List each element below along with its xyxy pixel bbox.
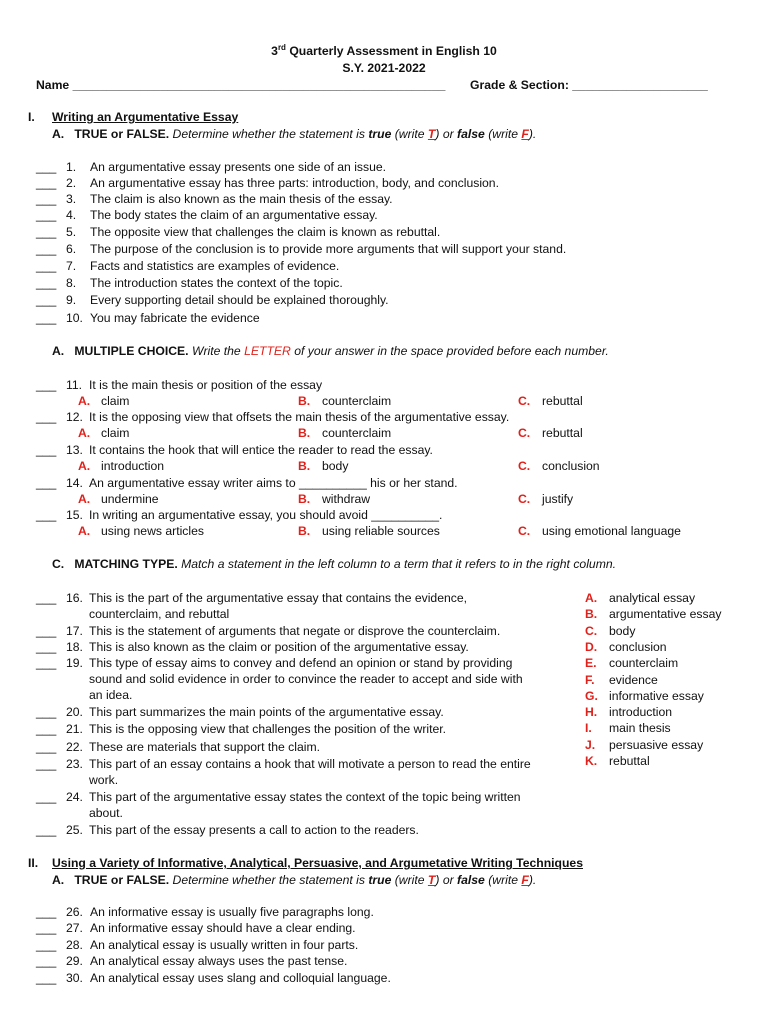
choice-text[interactable]: introduction xyxy=(101,459,165,473)
item-number: 1. xyxy=(66,160,77,174)
answer-blank[interactable]: ___ xyxy=(36,823,57,837)
choice-text[interactable]: body xyxy=(322,459,349,473)
item-text: This part summarizes the main points of the argumentative essay. xyxy=(89,705,444,719)
item-text: work. xyxy=(89,773,119,787)
answer-blank[interactable]: ___ xyxy=(36,921,57,935)
item-number: 30. xyxy=(66,971,83,985)
item-text: An analytical essay uses slang and colloquial language. xyxy=(90,971,391,985)
choice-letter[interactable]: B. xyxy=(298,394,311,408)
choice-letter[interactable]: B. xyxy=(298,426,311,440)
answer-blank[interactable]: ___ xyxy=(36,757,57,771)
answer-blank[interactable]: ___ xyxy=(36,276,57,290)
item-text: Facts and statistics are examples of evidence. xyxy=(90,259,340,273)
term-letter: G. xyxy=(585,688,598,703)
part-label: MULTIPLE CHOICE. xyxy=(74,344,189,358)
instr-text: (write xyxy=(484,873,522,887)
instr-text: ). xyxy=(528,873,537,887)
item-number: 16. xyxy=(66,591,83,605)
true-word: true xyxy=(368,873,392,887)
choice-text[interactable]: rebuttal xyxy=(542,394,583,408)
choice-letter[interactable]: A. xyxy=(78,394,91,408)
section-2-title: Using a Variety of Informative, Analytical, Persuasive, and Argumetative Writing Techniques xyxy=(52,856,583,870)
item-text: Every supporting detail should be explained thoroughly. xyxy=(90,293,389,307)
section-1-part-c-instructions xyxy=(52,556,616,572)
answer-blank[interactable]: ___ xyxy=(36,225,57,239)
answer-blank[interactable]: ___ xyxy=(36,790,57,804)
term-text: conclusion xyxy=(609,639,667,654)
item-text: This type of essay aims to convey and defend an opinion or stand by providing xyxy=(89,656,513,670)
answer-blank[interactable]: ___ xyxy=(36,591,57,605)
item-text: The body states the claim of an argumentative essay. xyxy=(90,208,378,222)
item-text: It is the opposing view that offsets the main thesis of the argumentative essay. xyxy=(89,410,510,424)
grade-section-field[interactable]: Grade & Section: ____________________ xyxy=(470,78,708,92)
item-text: sound and solid evidence in order to convince the reader to accept and side with xyxy=(89,672,523,686)
choice-letter[interactable]: B. xyxy=(298,524,311,538)
false-mark: F xyxy=(521,127,529,141)
term-letter: K. xyxy=(585,754,598,768)
item-text: This part of the argumentative essay states the context of the topic being written xyxy=(89,790,521,804)
term-letter: F. xyxy=(585,672,595,687)
term-text: informative essay xyxy=(609,688,704,703)
choice-letter[interactable]: A. xyxy=(78,492,91,506)
choice-text[interactable]: claim xyxy=(101,426,130,440)
part-letter: A. xyxy=(52,873,65,887)
item-text: This part of the essay presents a call to action to the readers. xyxy=(89,823,419,837)
title-ordinal-suffix: rd xyxy=(277,42,286,52)
answer-blank[interactable]: ___ xyxy=(36,624,57,638)
item-text: An argumentative essay has three parts: introduction, body, and conclusion. xyxy=(90,176,499,190)
answer-blank[interactable]: ___ xyxy=(36,508,57,522)
false-word: false xyxy=(457,873,485,887)
answer-blank[interactable]: ___ xyxy=(36,176,57,190)
page-title xyxy=(0,43,768,59)
item-number: 21. xyxy=(66,722,83,736)
answer-blank[interactable]: ___ xyxy=(36,938,57,952)
item-number: 19. xyxy=(66,656,83,670)
item-number: 5. xyxy=(66,225,77,239)
part-label: TRUE or FALSE. xyxy=(74,873,170,887)
term-letter: B. xyxy=(585,607,598,622)
item-number: 8. xyxy=(66,276,77,290)
item-number: 6. xyxy=(66,242,77,256)
term-letter: I. xyxy=(585,721,592,736)
answer-blank[interactable]: ___ xyxy=(36,740,57,754)
true-mark: T xyxy=(427,127,436,141)
item-text: It contains the hook that will entice the reader to read the essay. xyxy=(89,443,433,457)
instr-text: ) or xyxy=(435,873,458,887)
answer-blank[interactable]: ___ xyxy=(36,443,57,457)
item-number: 24. xyxy=(66,790,83,804)
instr-text: (write xyxy=(484,127,522,141)
instr-text: Match a statement in the left column to a term that it refers to in the right column. xyxy=(177,557,617,571)
choice-text[interactable]: conclusion xyxy=(542,459,600,473)
term-text: evidence xyxy=(609,672,658,687)
instr-text: ) or xyxy=(435,127,458,141)
section-2-part-a-instructions xyxy=(52,872,536,888)
choice-text[interactable]: withdraw xyxy=(322,492,371,506)
item-number: 13. xyxy=(66,443,83,457)
item-text: The claim is also known as the main thesis of the essay. xyxy=(90,192,393,206)
item-number: 17. xyxy=(66,624,83,638)
part-letter: C. xyxy=(52,557,65,571)
term-letter: E. xyxy=(585,656,597,671)
answer-blank[interactable]: ___ xyxy=(36,905,57,919)
choice-letter[interactable]: B. xyxy=(298,459,311,473)
section-1-part-b-instructions xyxy=(52,343,609,359)
item-text: This part of an essay contains a hook that will motivate a person to read the entire xyxy=(89,757,531,771)
item-text: You may fabricate the evidence xyxy=(90,311,260,325)
answer-blank[interactable]: ___ xyxy=(36,378,57,392)
part-letter: A. xyxy=(52,344,65,358)
answer-blank[interactable]: ___ xyxy=(36,242,57,256)
choice-text[interactable]: using news articles xyxy=(101,524,204,538)
item-number: 23. xyxy=(66,757,83,771)
item-number: 4. xyxy=(66,208,77,222)
term-text: body xyxy=(609,623,636,638)
choice-text[interactable]: counterclaim xyxy=(322,426,392,440)
instr-text: (write xyxy=(391,127,428,141)
section-1-title: Writing an Argumentative Essay xyxy=(52,110,239,124)
choice-letter[interactable]: A. xyxy=(78,524,91,538)
part-letter: A. xyxy=(52,127,65,141)
instr-text: Determine whether the statement is xyxy=(169,127,369,141)
choice-text[interactable]: using reliable sources xyxy=(322,524,440,538)
item-number: 26. xyxy=(66,905,83,919)
title-text: Quarterly Assessment in English 10 xyxy=(285,44,497,58)
item-number: 14. xyxy=(66,476,83,490)
term-letter: A. xyxy=(585,591,598,605)
item-number: 11. xyxy=(66,378,83,392)
part-label: TRUE or FALSE. xyxy=(74,127,170,141)
answer-blank[interactable]: ___ xyxy=(36,160,57,174)
item-text: an idea. xyxy=(89,688,133,702)
term-letter: C. xyxy=(585,623,598,638)
instr-text: ). xyxy=(528,127,537,141)
item-number: 18. xyxy=(66,640,83,654)
true-mark: T xyxy=(427,873,436,887)
instr-text: Write the xyxy=(188,344,245,358)
choice-letter[interactable]: C. xyxy=(518,394,531,408)
choice-letter[interactable]: C. xyxy=(518,524,531,538)
section-2-numeral: II. xyxy=(28,856,39,870)
item-text: These are materials that support the claim. xyxy=(89,740,320,754)
choice-letter[interactable]: C. xyxy=(518,492,531,506)
item-number: 27. xyxy=(66,921,83,935)
term-letter: J. xyxy=(585,737,596,752)
item-number: 20. xyxy=(66,705,83,719)
item-text: An argumentative essay writer aims to __________ his or her stand. xyxy=(89,476,458,490)
false-word: false xyxy=(457,127,485,141)
instr-text: (write xyxy=(391,873,428,887)
term-text: rebuttal xyxy=(609,754,650,768)
answer-blank[interactable]: ___ xyxy=(36,192,57,206)
answer-blank[interactable]: ___ xyxy=(36,640,57,654)
answer-blank[interactable]: ___ xyxy=(36,705,57,719)
section-1-part-a-instructions xyxy=(52,126,536,142)
term-text: analytical essay xyxy=(609,591,696,605)
item-number: 25. xyxy=(66,823,83,837)
item-number: 2. xyxy=(66,176,77,190)
item-text: It is the main thesis or position of the essay xyxy=(89,378,323,392)
item-text: The opposite view that challenges the claim is known as rebuttal. xyxy=(90,225,441,239)
item-number: 22. xyxy=(66,740,83,754)
term-text: counterclaim xyxy=(609,656,679,671)
instr-text: of your answer in the space provided before each number. xyxy=(290,344,609,358)
item-text: counterclaim, and rebuttal xyxy=(89,607,230,621)
answer-blank[interactable]: ___ xyxy=(36,259,57,273)
item-text: The introduction states the context of the topic. xyxy=(90,276,343,290)
item-number: 12. xyxy=(66,410,83,424)
term-letter: D. xyxy=(585,639,598,654)
item-text: In writing an argumentative essay, you should avoid __________. xyxy=(89,508,443,522)
choice-text[interactable]: rebuttal xyxy=(542,426,583,440)
answer-blank[interactable]: ___ xyxy=(36,971,57,985)
answer-blank[interactable]: ___ xyxy=(36,954,57,968)
title-ordinal: 3 xyxy=(271,44,278,58)
item-text: An analytical essay always uses the past tense. xyxy=(90,954,348,968)
false-mark: F xyxy=(521,873,529,887)
choice-text[interactable]: undermine xyxy=(101,492,159,506)
choice-letter[interactable]: C. xyxy=(518,426,531,440)
choice-letter[interactable]: A. xyxy=(78,459,91,473)
choice-letter[interactable]: B. xyxy=(298,492,311,506)
term-text: introduction xyxy=(609,705,673,720)
term-text: argumentative essay xyxy=(609,607,722,622)
item-number: 7. xyxy=(66,259,77,273)
item-text: about. xyxy=(89,806,123,820)
item-text: This is the part of the argumentative essay that contains the evidence, xyxy=(89,591,468,605)
choice-letter[interactable]: A. xyxy=(78,426,91,440)
term-text: persuasive essay xyxy=(609,737,704,752)
answer-blank[interactable]: ___ xyxy=(36,722,57,736)
true-word: true xyxy=(368,127,392,141)
choice-text[interactable]: counterclaim xyxy=(322,394,392,408)
item-text: The purpose of the conclusion is to provide more arguments that will support your stand. xyxy=(90,242,567,256)
section-1-numeral: I. xyxy=(28,110,35,124)
item-number: 3. xyxy=(66,192,77,206)
item-number: 28. xyxy=(66,938,83,952)
item-text: An analytical essay is usually written in four parts. xyxy=(90,938,359,952)
answer-blank[interactable]: ___ xyxy=(36,208,57,222)
item-text: An argumentative essay presents one side of an issue. xyxy=(90,160,387,174)
choice-text[interactable]: justify xyxy=(542,492,574,506)
choice-text[interactable]: claim xyxy=(101,394,130,408)
term-text: main thesis xyxy=(609,721,671,736)
item-number: 15. xyxy=(66,508,83,522)
name-field[interactable]: Name _______________________________________________________ xyxy=(36,78,446,92)
item-text: This is also known as the claim or position of the argumentative essay. xyxy=(89,640,469,654)
item-text: An informative essay should have a clear ending. xyxy=(90,921,356,935)
item-number: 29. xyxy=(66,954,83,968)
answer-blank[interactable]: ___ xyxy=(36,293,57,307)
item-text: An informative essay is usually five paragraphs long. xyxy=(90,905,374,919)
part-label: MATCHING TYPE. xyxy=(74,557,178,571)
instr-text: Determine whether the statement is xyxy=(169,873,369,887)
item-number: 10. xyxy=(66,311,83,325)
term-letter: H. xyxy=(585,705,598,720)
choice-letter[interactable]: C. xyxy=(518,459,531,473)
item-number: 9. xyxy=(66,293,77,307)
answer-blank[interactable]: ___ xyxy=(36,656,57,670)
answer-blank[interactable]: ___ xyxy=(36,476,57,490)
letter-word: LETTER xyxy=(244,344,291,358)
item-text: This is the opposing view that challenges the position of the writer. xyxy=(89,722,447,736)
choice-text[interactable]: using emotional language xyxy=(542,524,681,538)
answer-blank[interactable]: ___ xyxy=(36,410,57,424)
answer-blank[interactable]: ___ xyxy=(36,311,57,325)
item-text: This is the statement of arguments that negate or disprove the counterclaim. xyxy=(89,624,501,638)
school-year: S.Y. 2021-2022 xyxy=(342,61,426,75)
